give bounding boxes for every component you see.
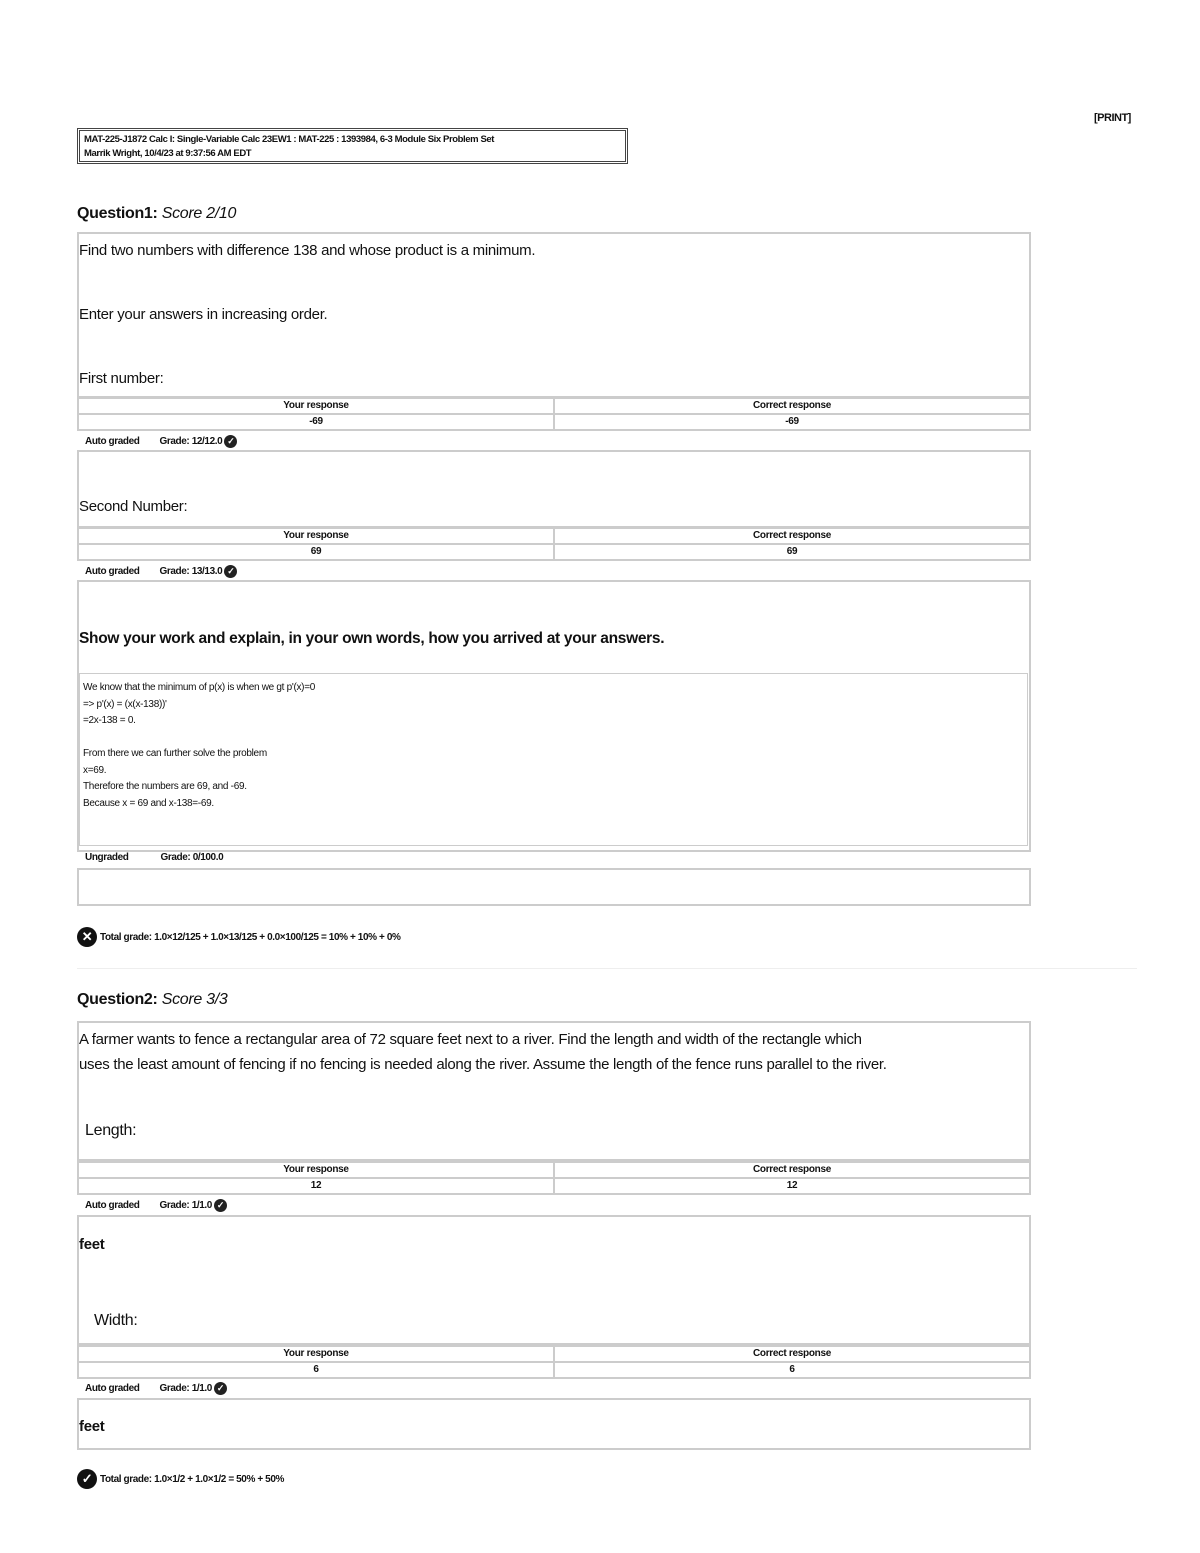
question2-prompt-box	[77, 1021, 1031, 1161]
correct-response-header: Correct response	[554, 1346, 1030, 1362]
work-answer	[79, 673, 1028, 846]
question1-label: Question1:	[77, 205, 158, 222]
total-grade: Total grade: 1.0×12/125 + 1.0×13/125 + 0.0×100/125 = 10% + 10% + 0%	[100, 931, 401, 943]
length-response-table	[77, 1161, 1031, 1195]
first-number-label: First number:	[79, 370, 164, 387]
graded-type: Ungraded	[85, 852, 129, 863]
question1-prompt-box	[77, 232, 1031, 398]
question2-label: Question2:	[77, 991, 158, 1008]
grade-value: Grade: 1/1.0	[159, 1200, 212, 1211]
width-response-table	[77, 1345, 1031, 1379]
question1-title	[77, 205, 236, 223]
correct-response-value: -69	[554, 414, 1030, 430]
first-number-grade	[85, 435, 237, 448]
your-response-value: 12	[78, 1178, 554, 1194]
correct-response-header: Correct response	[554, 398, 1030, 414]
correct-response-value: 12	[554, 1178, 1030, 1194]
print-link[interactable]: [PRINT]	[1094, 112, 1131, 124]
graded-type: Auto graded	[85, 566, 140, 577]
correct-response-header: Correct response	[554, 528, 1030, 544]
second-number-grade	[85, 565, 237, 578]
empty-answer-box	[77, 868, 1031, 906]
correct-response-value: 6	[554, 1362, 1030, 1378]
second-number-label: Second Number:	[79, 498, 188, 515]
graded-type: Auto graded	[85, 1383, 140, 1394]
check-circle-icon: ✓	[77, 1469, 97, 1489]
question1-total	[77, 927, 400, 947]
width-box	[77, 1215, 1031, 1345]
question2-prompt-line2: uses the least amount of fencing if no fencing is needed along the river. Assume the length of the fence runs parallel to the river.	[79, 1056, 887, 1073]
student-line: Marrik Wright, 10/4/23 at 9:37:56 AM EDT	[84, 148, 252, 159]
your-response-header: Your response	[78, 398, 554, 414]
correct-response-value: 69	[554, 544, 1030, 560]
check-icon: ✓	[224, 435, 237, 448]
work-line: => p'(x) = (x(x-138))'	[83, 698, 167, 710]
your-response-value: 69	[78, 544, 554, 560]
question2-score: Score 3/3	[161, 991, 228, 1008]
assignment-header	[77, 128, 628, 164]
grade-value: Grade: 12/12.0	[159, 436, 223, 447]
work-line: We know that the minimum of p(x) is when we gt p'(x)=0	[83, 682, 316, 693]
graded-type: Auto graded	[85, 1200, 140, 1211]
check-icon: ✓	[214, 1199, 227, 1212]
length-label: Length:	[85, 1122, 137, 1139]
your-response-header: Your response	[78, 1346, 554, 1362]
grade-value: Grade: 13/13.0	[159, 566, 223, 577]
course-line: MAT-225-J1872 Calc I: Single-Variable Calc 23EW1 : MAT-225 : 1393984, 6-3 Module Six Problem Set	[84, 134, 495, 145]
correct-response-header: Correct response	[554, 1162, 1030, 1178]
question1-prompt: Find two numbers with difference 138 and whose product is a minimum.	[79, 242, 536, 259]
second-number-response-table	[77, 527, 1031, 561]
second-number-box	[77, 450, 1031, 528]
width-unit-box	[77, 1398, 1031, 1450]
check-icon: ✓	[224, 565, 237, 578]
question1-instruction: Enter your answers in increasing order.	[79, 306, 328, 323]
work-line: Therefore the numbers are 69, and -69.	[83, 781, 247, 792]
grade-value: Grade: 1/1.0	[159, 1383, 212, 1394]
question1-score: Score 2/10	[161, 205, 237, 222]
total-grade: Total grade: 1.0×1/2 + 1.0×1/2 = 50% + 50%	[100, 1473, 284, 1485]
work-line: Because x = 69 and x-138=-69.	[83, 797, 214, 809]
x-circle-icon: ✕	[77, 927, 97, 947]
width-unit: feet	[79, 1418, 105, 1435]
work-label: Show your work and explain, in your own words, how you arrived at your answers.	[79, 630, 665, 647]
length-grade	[85, 1199, 227, 1212]
check-icon: ✓	[214, 1382, 227, 1395]
work-line: =2x-138 = 0.	[83, 715, 136, 726]
work-grade	[85, 852, 223, 863]
first-number-response-table	[77, 397, 1031, 431]
your-response-header: Your response	[78, 528, 554, 544]
divider	[77, 968, 1137, 969]
your-response-value: -69	[78, 414, 554, 430]
question2-prompt-line1: A farmer wants to fence a rectangular area of 72 square feet next to a river. Find the length and width of the rectangle which	[79, 1031, 862, 1048]
work-line	[83, 730, 1024, 747]
your-response-header: Your response	[78, 1162, 554, 1178]
graded-type: Auto graded	[85, 436, 140, 447]
work-line: From there we can further solve the problem	[83, 748, 267, 759]
question2-total	[77, 1469, 284, 1489]
length-unit: feet	[79, 1236, 105, 1253]
your-response-value: 6	[78, 1362, 554, 1378]
question2-title	[77, 991, 228, 1009]
grade-value: Grade: 0/100.0	[160, 852, 224, 863]
width-label: Width:	[94, 1312, 138, 1329]
work-line: x=69.	[83, 764, 107, 776]
width-grade	[85, 1382, 227, 1395]
